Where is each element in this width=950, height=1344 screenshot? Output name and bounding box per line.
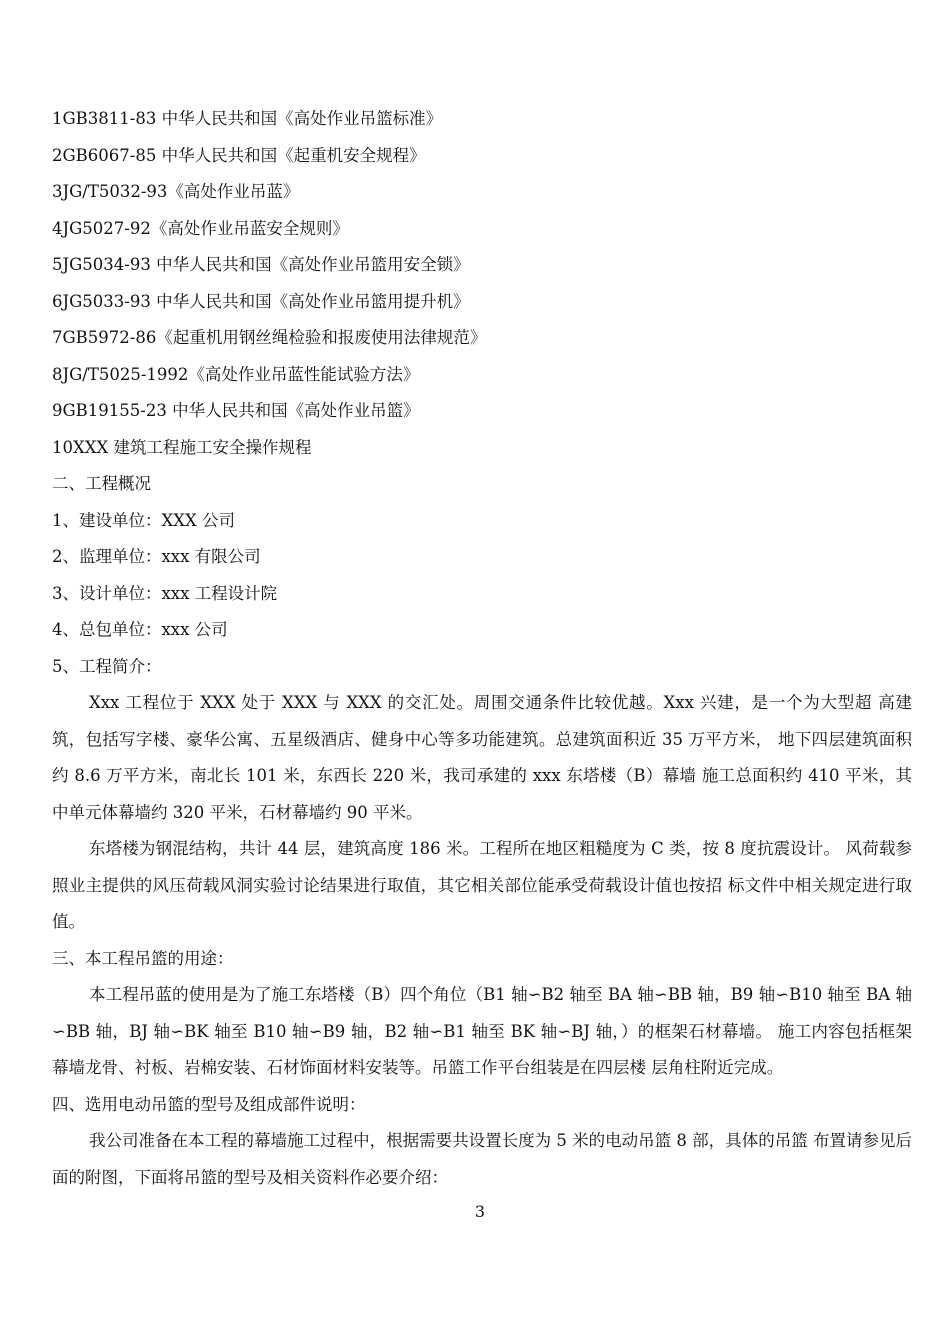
section-heading-gondola-purpose: 三、本工程吊篮的用途：	[52, 948, 234, 968]
overview-item-owner: 1、建设单位：XXX 公司	[52, 510, 235, 530]
overview-item-contractor: 4、总包单位：xxx 公司	[52, 620, 228, 639]
gondola-model-paragraph: 我公司准备在本工程的幕墙施工过程中，根据需要共设置长度为 5 米的电动吊篮 8 部，具体的吊篮 布置请参见后面的附图，下面将吊篮的型号及相关资料作必要介绍：	[52, 1131, 912, 1187]
overview-item-designer: 3、设计单位：xxx 工程设计院	[52, 583, 278, 603]
standard-item: 2GB6067-85 中华人民共和国《起重机安全规程》	[52, 145, 426, 165]
standard-item: 4JG5027-92《高处作业吊蓝安全规则》	[52, 218, 349, 238]
standard-item: 9GB19155-23 中华人民共和国《高处作业吊篮》	[52, 401, 420, 420]
standard-item: 8JG/T5025-1992《高处作业吊蓝性能试验方法》	[52, 364, 420, 384]
standard-item: 10XXX 建筑工程施工安全操作规程	[52, 437, 312, 457]
structure-paragraph: 东塔楼为钢混结构，共计 44 层，建筑高度 186 米。工程所在地区粗糙度为 C 类，按 8 度抗震设计。 风荷载参照业主提供的风压荷载风洞实验讨论结果进行取值，其它相关部位能承受荷载设计值也按招 标文件中相关规定进行取值。	[52, 839, 912, 931]
overview-item-supervisor: 2、监理单位：xxx 有限公司	[52, 547, 261, 566]
project-intro-paragraph: Xxx 工程位于 XXX 处于 XXX 与 XXX 的交汇处。周围交通条件比较优越。Xxx 兴建，是一个为大型超 高建筑，包括写字楼、豪华公寓、五星级酒店、健身中心等多功能建筑。总建筑面积近 35 万平方米， 地下四层建筑面积约 8.6 万平方米，南北长 101 米，东西长 220 米，我司承建的 xxx 东塔楼（B）幕墙 施工总面积约 410 平米，其中单元体幕墙约 320 平米，石材幕墙约 90 平米。	[52, 693, 912, 822]
page-number: 3	[474, 1202, 486, 1221]
standard-item: 7GB5972-86《起重机用钢丝绳检验和报废使用法律规范》	[52, 328, 487, 347]
gondola-purpose-paragraph: 本工程吊蓝的使用是为了施工东塔楼（B）四个角位（B1 轴∽B2 轴至 BA 轴∽BB 轴，B9 轴∽B10 轴至 BA 轴∽BB 轴，BJ 轴∽BK 轴至 B10 轴∽B9 轴，B2 轴∽B1 轴至 BK 轴∽BJ 轴，）的框架石材幕墙。 施工内容包括框架幕墙龙骨、衬板、岩棉安装、石材饰面材料安装等。吊篮工作平台组装是在四层楼 层角柱附近完成。	[52, 985, 912, 1077]
standard-item: 3JG/T5032-93《高处作业吊蓝》	[52, 182, 300, 201]
section-heading-gondola-model: 四、选用电动吊篮的型号及组成部件说明：	[52, 1094, 366, 1114]
standard-item: 1GB3811-83 中华人民共和国《高处作业吊篮标准》	[52, 109, 443, 128]
standard-item: 6JG5033-93 中华人民共和国《高处作业吊篮用提升机》	[52, 291, 470, 311]
section-heading-project-overview: 二、工程概况	[52, 474, 151, 493]
standard-item: 5JG5034-93 中华人民共和国《高处作业吊篮用安全锁》	[52, 255, 470, 274]
document-body	[52, 101, 912, 1196]
overview-item-intro: 5、工程简介：	[52, 656, 162, 676]
